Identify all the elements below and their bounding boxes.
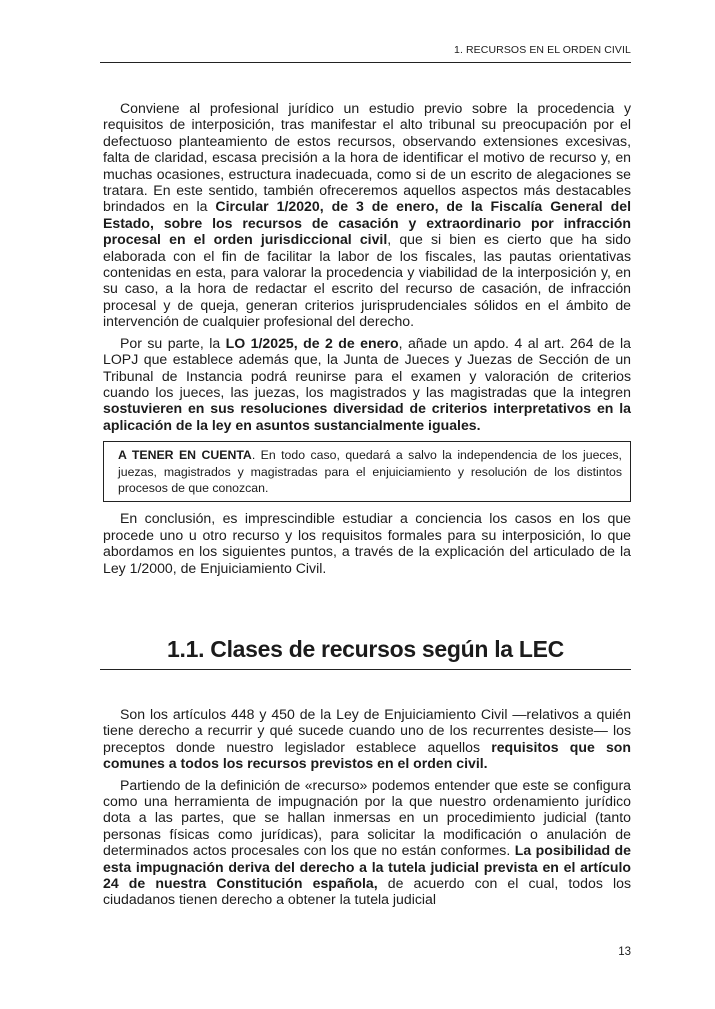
notice-text: . En todo caso, quedará a salvo la independencia de los jueces, juezas, magistrados y magistradas para el enjuiciamiento y resolución de los distintos procesos de que conozcan. [118,448,622,495]
text-segment-bold: LO 1/2025, de 2 de enero [225,334,399,351]
text-segment-bold: La posibilidad de esta impugnación deriva del derecho a la tutela judicial prevista en el artículo 24 de nuestra Constitución española, [103,842,631,892]
header-divider [100,62,631,63]
text-segment: , que si bien es cierto que ha sido elaborada con el fin de facilitar la labor de los fiscales, las pautas orientativas contenidas en esta, para valorar la procedencia y viabilidad de la interposición y, en su caso, a la hora de redactar el escrito del recurso de casación, de infracción procesal y de queja, generan criterios jurisprudenciales sólidos en el ámbito de intervención de cualquier profesional del derecho. [103,231,631,330]
section-divider [100,669,631,670]
page-number: 13 [618,946,631,958]
paragraph-definition [103,777,631,908]
text-segment: de acuerdo con el cual, todos los ciudadanos tienen derecho a obtener la tutela judicial [103,875,631,908]
notice-box [103,441,631,502]
paragraph-articles [103,706,631,772]
text-segment: En conclusión, es imprescindible estudiar a conciencia los casos en los que procede uno u otro recurso y los requisitos formales para su interposición, lo que abordamos en los siguientes puntos, a través de la explicación del articulado de la Ley 1/2000, de Enjuiciamiento Civil. [103,510,631,576]
paragraph-lo-2025 [103,335,631,433]
paragraph-circular [103,100,631,330]
text-segment-bold: sostuvieren en sus resoluciones diversidad de criterios interpretativos en la aplicación de la ley en asuntos sustancialmente iguales. [103,400,631,433]
text-segment: Por su parte, la [120,334,226,351]
paragraph-conclusion [103,510,631,576]
section-text-block [103,706,631,913]
text-segment: Conviene al profesional jurídico un estudio previo sobre la procedencia y requisitos de interposición, tras manifestar el alto tribunal su preocupación por el defectuoso planteamiento de estos recursos, observando extensiones excesivas, falta de claridad, escasa precisión a la hora de identificar el motivo de recurso y, en muchas ocasiones, estructura inadecuada, como si de un escrito de alegaciones se tratara. En este sentido, también ofreceremos aquellos aspectos más destacables brindados en la [103,100,631,215]
text-segment: , añade un apdo. 4 al art. 264 de la LOPJ que establece además que, la Junta de Jueces y Juezas de Sección de un Tribunal de Instancia podrá reunirse para el examen y valoración de criterios cuando los jueces, las juezas, los magistrados y las magistradas que la integren [103,334,631,400]
section-heading: 1.1. Clases de recursos según la LEC [167,636,564,662]
notice-label: A TENER EN CUENTA [118,448,252,463]
text-segment-bold: requisitos que son comunes a todos los recursos previstos en el orden civil. [103,738,632,772]
running-header: 1. RECURSOS EN EL ORDEN CIVIL [454,44,631,56]
text-segment: Partiendo de la definición de «recurso» podemos entender que este se configura como una herramienta de impugnación por la que nuestro ordenamiento jurídico dota a las partes, que se hallan inmersas en un procedimiento judicial (tanto personas físicas como jurídicas), para solicitar la modificación o anulación de determinados actos procesales con los que no están conformes. [103,776,631,859]
intro-text-block [103,100,631,581]
text-segment-bold: Circular 1/2020, de 3 de enero, de la Fiscalía General del Estado, sobre los recursos de casación y extraordinario por infracción procesal en el orden jurisdiccional civil [103,198,631,248]
text-segment: Son los artículos 448 y 450 de la Ley de Enjuiciamiento Civil —relativos a quién tiene derecho a recurrir y qué sucede cuando uno de los recurrentes desiste— los preceptos donde nuestro legislador establece aquellos [103,706,631,755]
